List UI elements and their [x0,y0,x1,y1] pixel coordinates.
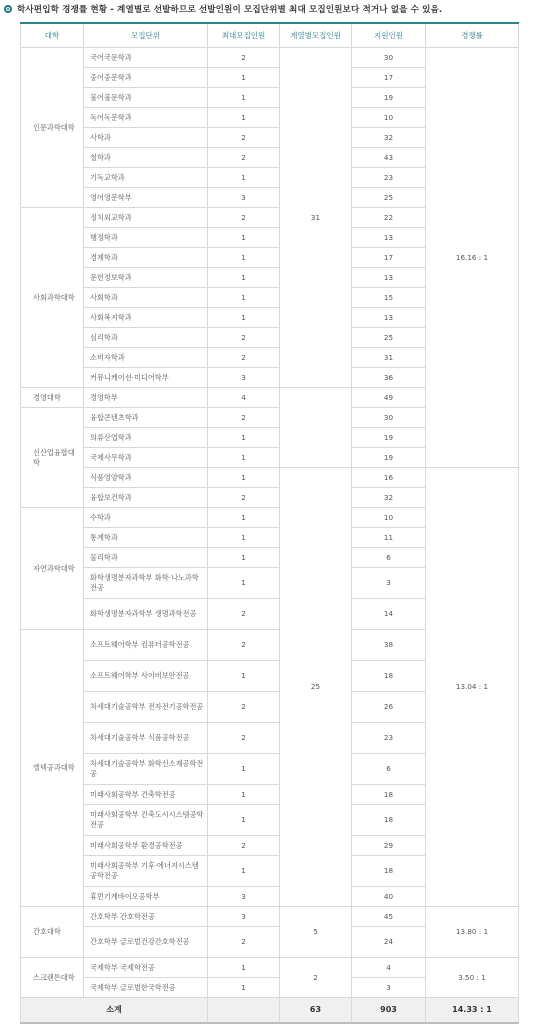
group-ratio-cell: 13.04 : 1 [426,468,519,907]
applicants-cell: 19 [352,88,426,108]
max-cell: 2 [208,208,280,228]
college-cell: 신산업융합대학 [21,408,84,508]
header-unit: 모집단위 [84,23,208,48]
applicants-cell: 22 [352,208,426,228]
max-cell: 1 [208,88,280,108]
table-row [21,468,519,488]
dept-cell: 간호학부 글로벌건강간호학전공 [84,927,208,958]
college-cell: 스크랜튼대학 [21,958,84,998]
applicants-cell: 18 [352,805,426,836]
dept-cell: 사회학과 [84,288,208,308]
dept-cell: 통계학과 [84,528,208,548]
applicants-cell: 32 [352,488,426,508]
max-cell: 2 [208,128,280,148]
max-cell: 1 [208,508,280,528]
max-cell: 2 [208,723,280,754]
max-cell: 1 [208,978,280,998]
applicants-cell: 25 [352,188,426,208]
header-ratio: 경쟁률 [426,23,519,48]
max-cell: 1 [208,248,280,268]
dept-cell: 식품영양학과 [84,468,208,488]
applicants-cell: 18 [352,661,426,692]
dept-cell: 차세대기술공학부 화학신소재공학전공 [84,754,208,785]
total-max-cell [208,998,280,1024]
applicants-cell: 17 [352,248,426,268]
applicants-cell: 14 [352,599,426,630]
max-cell: 2 [208,408,280,428]
max-cell: 1 [208,168,280,188]
dept-cell: 미래사회공학부 기후·에너지시스템공학전공 [84,856,208,887]
dept-cell: 융합콘텐츠학과 [84,408,208,428]
applicants-cell: 32 [352,128,426,148]
dept-cell: 차세대기술공학부 식품공학전공 [84,723,208,754]
applicants-cell: 17 [352,68,426,88]
dept-cell: 사학과 [84,128,208,148]
bullet-icon [4,5,12,13]
dept-cell: 미래사회공학부 환경공학전공 [84,836,208,856]
college-cell: 사회과학대학 [21,208,84,388]
header-recruit: 계열별모집인원 [280,23,352,48]
group-ratio-cell: 13.80 : 1 [426,907,519,958]
dept-cell: 행정학과 [84,228,208,248]
applicants-cell: 38 [352,630,426,661]
applicants-cell: 6 [352,548,426,568]
max-cell: 2 [208,348,280,368]
group-recruit-cell: 31 [280,48,352,388]
notice-text: 학사편입학 경쟁률 현황 - 계열별로 선발하므로 선발인원이 모집단위별 최대 모집인원보다 적거나 없을 수 있음. [17,5,443,15]
applicants-cell: 19 [352,448,426,468]
max-cell: 3 [208,887,280,907]
dept-cell: 경영학부 [84,388,208,408]
header-applicants: 지원인원 [352,23,426,48]
applicants-cell: 30 [352,408,426,428]
dept-cell: 수학과 [84,508,208,528]
applicants-cell: 26 [352,692,426,723]
header-college: 대학 [21,23,84,48]
applicants-cell: 24 [352,927,426,958]
max-cell: 1 [208,428,280,448]
dept-cell: 기독교학과 [84,168,208,188]
dept-cell: 심리학과 [84,328,208,348]
applicants-cell: 11 [352,528,426,548]
total-recruit: 63 [280,998,352,1024]
max-cell: 3 [208,188,280,208]
table-header [21,23,519,48]
dept-cell: 간호학부 간호학전공 [84,907,208,927]
group-recruit-cell: 5 [280,907,352,958]
dept-cell: 미래사회공학부 건축학전공 [84,785,208,805]
dept-cell: 의류산업학과 [84,428,208,448]
dept-cell: 국제사무학과 [84,448,208,468]
max-cell: 1 [208,468,280,488]
dept-cell: 차세대기술공학부 전자전기공학전공 [84,692,208,723]
group-recruit-cell: 25 [280,468,352,907]
applicants-cell: 29 [352,836,426,856]
max-cell: 4 [208,388,280,408]
total-applicants: 903 [352,998,426,1024]
table-row [21,907,519,927]
applicants-cell: 25 [352,328,426,348]
dept-cell: 정치외교학과 [84,208,208,228]
max-cell: 1 [208,754,280,785]
college-cell: 인문과학대학 [21,48,84,208]
applicants-cell: 4 [352,958,426,978]
college-cell: 자연과학대학 [21,508,84,630]
applicants-cell: 13 [352,308,426,328]
applicants-cell: 15 [352,288,426,308]
applicants-cell: 3 [352,568,426,599]
max-cell: 1 [208,68,280,88]
total-label: 소계 [21,998,208,1024]
dept-cell: 독어독문학과 [84,108,208,128]
dept-cell: 국제학부 글로벌한국학전공 [84,978,208,998]
applicants-cell: 10 [352,108,426,128]
college-cell: 엘텍공과대학 [21,630,84,907]
group-ratio-cell: 3.50 : 1 [426,958,519,998]
max-cell: 2 [208,148,280,168]
max-cell: 1 [208,108,280,128]
table-row [21,48,519,68]
max-cell: 2 [208,599,280,630]
applicants-cell: 18 [352,856,426,887]
max-cell: 1 [208,805,280,836]
applicants-cell: 13 [352,228,426,248]
max-cell: 1 [208,856,280,887]
applicants-cell: 10 [352,508,426,528]
applicants-cell: 23 [352,723,426,754]
dept-cell: 소프트웨어학부 컴퓨터공학전공 [84,630,208,661]
dept-cell: 국제학부 국제학전공 [84,958,208,978]
max-cell: 2 [208,488,280,508]
applicants-cell: 13 [352,268,426,288]
max-cell: 1 [208,308,280,328]
group-ratio-cell: 16.16 : 1 [426,48,519,468]
dept-cell: 화학생명분자과학부 화학·나노과학전공 [84,568,208,599]
dept-cell: 소비자학과 [84,348,208,368]
max-cell: 1 [208,548,280,568]
dept-cell: 융합보건학과 [84,488,208,508]
applicants-cell: 45 [352,907,426,927]
max-cell: 1 [208,528,280,548]
total-row [21,998,519,1024]
applicants-cell: 49 [352,388,426,408]
max-cell: 3 [208,907,280,927]
applicants-cell: 36 [352,368,426,388]
notice-line [0,0,538,18]
applicants-cell: 43 [352,148,426,168]
max-cell: 1 [208,785,280,805]
max-cell: 1 [208,268,280,288]
max-cell: 1 [208,448,280,468]
max-cell: 1 [208,228,280,248]
dept-cell: 문헌정보학과 [84,268,208,288]
applicants-cell: 30 [352,48,426,68]
max-cell: 2 [208,328,280,348]
max-cell: 3 [208,368,280,388]
max-cell: 2 [208,836,280,856]
applicants-cell: 31 [352,348,426,368]
max-cell: 2 [208,927,280,958]
max-cell: 2 [208,630,280,661]
group-recruit-cell: 2 [280,958,352,998]
applicants-cell: 16 [352,468,426,488]
applicants-cell: 6 [352,754,426,785]
college-cell: 경영대학 [21,388,84,408]
dept-cell: 철학과 [84,148,208,168]
college-cell: 간호대학 [21,907,84,958]
applicants-cell: 40 [352,887,426,907]
dept-cell: 중어중문학과 [84,68,208,88]
applicants-cell: 3 [352,978,426,998]
dept-cell: 국어국문학과 [84,48,208,68]
max-cell: 1 [208,568,280,599]
recruit-cell [280,388,352,468]
dept-cell: 휴먼기계바이오공학부 [84,887,208,907]
max-cell: 1 [208,958,280,978]
dept-cell: 사회복지학과 [84,308,208,328]
dept-cell: 미래사회공학부 건축도시시스템공학전공 [84,805,208,836]
max-cell: 2 [208,692,280,723]
competition-table [20,22,519,1024]
table-row [21,958,519,978]
applicants-cell: 19 [352,428,426,448]
applicants-cell: 23 [352,168,426,188]
max-cell: 1 [208,661,280,692]
dept-cell: 경제학과 [84,248,208,268]
max-cell: 1 [208,288,280,308]
total-ratio: 14.33 : 1 [426,998,519,1024]
dept-cell: 물리학과 [84,548,208,568]
dept-cell: 소프트웨어학부 사이버보안전공 [84,661,208,692]
header-max: 최대모집인원 [208,23,280,48]
dept-cell: 영어영문학부 [84,188,208,208]
applicants-cell: 18 [352,785,426,805]
dept-cell: 화학생명분자과학부 생명과학전공 [84,599,208,630]
dept-cell: 커뮤니케이션·미디어학부 [84,368,208,388]
dept-cell: 불어불문학과 [84,88,208,108]
max-cell: 2 [208,48,280,68]
